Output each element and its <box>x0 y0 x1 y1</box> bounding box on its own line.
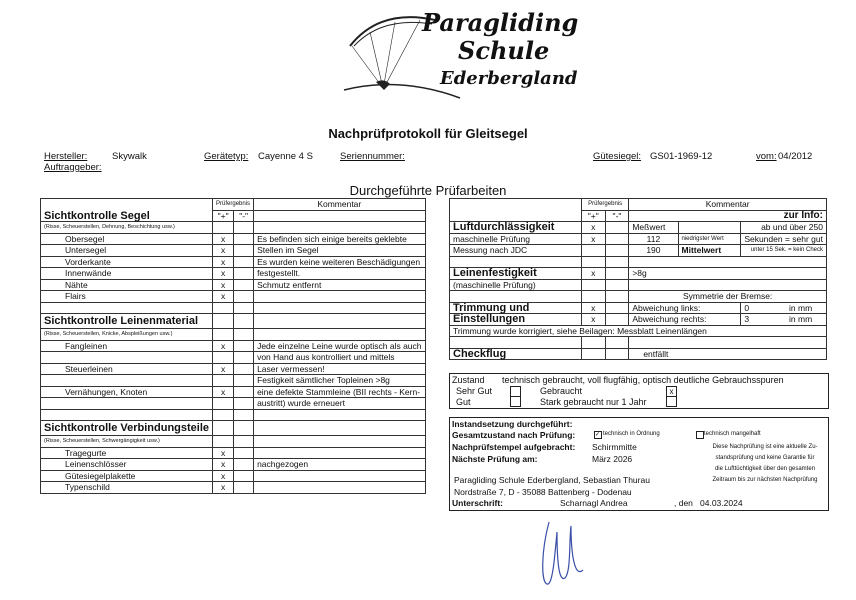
naechste-value: März 2026 <box>592 454 633 464</box>
leinenfestigkeit-sub: (maschinelle Prüfung) <box>450 279 582 291</box>
gebraucht-label: Gebraucht <box>540 386 583 396</box>
table-row <box>41 386 426 398</box>
segel-result: x <box>213 268 234 280</box>
niedrigster-label: niedrigster Wert <box>678 233 741 245</box>
mittelwert-label: Mittelwert <box>678 245 741 257</box>
leinen-comment: Festigkeit sämtlicher Topleinen >8g <box>254 375 425 387</box>
segel-comment <box>254 291 425 303</box>
pruefergebnis-label: Prüfergebnis <box>213 199 254 211</box>
hinweis-line: Diese Nachprüfung ist eine aktuelle Zu- <box>712 444 818 450</box>
table-row <box>41 245 426 257</box>
table-row <box>41 447 426 459</box>
table-row <box>41 233 426 245</box>
verbindung-name: Gütesiegelplakette <box>41 470 213 482</box>
pruefer-name: Scharnagl Andrea <box>560 498 628 508</box>
stempel-label: Nachprüfstempel aufgebracht: <box>452 442 576 452</box>
hinweis-line: Zeitraum bis zur nächsten Nachprüfung <box>712 477 818 483</box>
instandsetzung-box <box>449 417 829 511</box>
table-row <box>41 482 426 494</box>
verbindung-comment <box>254 447 425 459</box>
guetesiegel-value: GS01-1969-12 <box>650 151 713 162</box>
rechts-value: 3 <box>744 314 750 325</box>
instand-title: Instandsetzung durchgeführt: <box>452 419 573 429</box>
geraetetyp-value: Cayenne 4 S <box>258 151 313 162</box>
leinen-result: x <box>213 363 234 375</box>
leinen-comment: austritt) wurde erneuert <box>254 398 425 410</box>
zustand-desc: technisch gebraucht, voll flugfähig, optisch deutliche Gebrauchsspuren <box>502 375 784 385</box>
verbindung-minus <box>234 459 254 471</box>
segel-comment: Es wurden keine weiteren Beschädigungen <box>254 256 425 268</box>
logo-line2: Schule <box>458 36 550 65</box>
segel-comment: Stellen im Segel <box>254 245 425 257</box>
leinen-result: x <box>213 340 234 352</box>
segel-result: x <box>213 256 234 268</box>
table-row <box>41 459 426 471</box>
ab-250: ab und über 250 <box>741 222 827 234</box>
segel-name: Innenwände <box>41 268 213 280</box>
stempel-value: Schirmmitte <box>592 442 637 452</box>
leinen-minus <box>234 375 254 387</box>
datum-value: 04.03.2024 <box>700 498 743 508</box>
links-value: 0 <box>744 302 750 313</box>
leinen-name: Vernähungen, Knoten <box>41 386 213 398</box>
luft-title: Luftdurchlässigkeit <box>450 222 582 234</box>
segel-result: x <box>213 245 234 257</box>
verbindung-result: x <box>213 447 234 459</box>
leinen-result <box>213 398 234 410</box>
verbindung-name: Leinenschlösser <box>41 459 213 471</box>
zustand-box <box>449 373 829 409</box>
leinen-name: Fangleinen <box>41 340 213 352</box>
leinenfestigkeit-value: >8g <box>629 268 827 280</box>
school-logo <box>340 6 579 106</box>
value-190: 190 <box>629 245 678 257</box>
adresse: Nordstraße 7, D - 35088 Battenberg - Dodenau <box>454 487 632 497</box>
trimm-result-2: x <box>581 314 605 326</box>
segel-minus <box>234 268 254 280</box>
inmm-1: in mm <box>789 302 813 313</box>
leinen-name <box>41 375 213 387</box>
verbindung-result: x <box>213 470 234 482</box>
symmetrie-label: Symmetrie der Bremse: <box>629 291 827 303</box>
abw-links-label: Abweichung links: <box>629 302 741 314</box>
trimm-result-1: x <box>581 302 605 314</box>
leinen-minus <box>234 340 254 352</box>
segel-name: Obersegel <box>41 233 213 245</box>
verbindung-result: x <box>213 482 234 494</box>
leinen-comment: von Hand aus kontrolliert und mittels <box>254 352 425 364</box>
hinweis-line: standsprüfung und keine Garantie für <box>715 455 815 461</box>
naechste-label: Nächste Prüfung am: <box>452 454 538 464</box>
checkflug-title: Checkflug <box>450 348 582 360</box>
verbindung-minus <box>234 447 254 459</box>
verbindung-name: Tragegurte <box>41 447 213 459</box>
unterschrift-label: Unterschrift: <box>452 498 504 508</box>
messwert-label: Meßwert <box>629 222 678 234</box>
handwritten-signature <box>535 512 595 597</box>
gut-label: Gut <box>456 397 471 407</box>
table-row <box>41 352 426 364</box>
table-row <box>41 470 426 482</box>
segel-comment: Es befinden sich einige bereits geklebte <box>254 233 425 245</box>
pruefergebnis-label-right: Prüfergebnis <box>581 199 628 211</box>
leinen-name <box>41 352 213 364</box>
zur-info: zur Info: <box>629 210 827 222</box>
logo-line1: Paragliding <box>422 8 579 37</box>
stark-checkbox[interactable] <box>666 396 677 407</box>
segel-title: Sichtkontrolle Segel <box>41 210 213 222</box>
leinen-minus <box>234 386 254 398</box>
gesamt-label: Gesamtzustand nach Prüfung: <box>452 430 576 440</box>
mangel-checkbox[interactable] <box>696 431 704 439</box>
kommentar-label: Kommentar <box>254 199 425 211</box>
sehr-gut-label: Sehr Gut <box>456 386 493 396</box>
minus-header: "-" <box>234 210 254 222</box>
verbindung-result: x <box>213 459 234 471</box>
verbindung-comment <box>254 470 425 482</box>
segel-name: Nähte <box>41 279 213 291</box>
ok-label: technisch in Ordnung <box>603 431 660 437</box>
table-row <box>41 279 426 291</box>
section-title: Durchgeführte Prüfarbeiten <box>349 183 507 198</box>
den-label: , den <box>674 498 693 508</box>
seriennummer-label: Seriennummer: <box>340 151 405 162</box>
mangel-label: technisch mangelhaft <box>704 431 761 437</box>
minus-header-right: "-" <box>605 210 629 222</box>
vom-label: vom: <box>756 151 777 162</box>
hinweis-line: die Lufttüchtigkeit über den gesamten <box>714 466 816 472</box>
segel-sub: (Risse, Scheuerstellen, Dehnung, Beschichtung usw.) <box>41 222 213 234</box>
maschinell-result: x <box>581 233 605 245</box>
verbindung-minus <box>234 482 254 494</box>
firma: Paragliding Schule Ederbergland, Sebastian Thurau <box>454 475 650 485</box>
ok-checkbox[interactable]: ✓ <box>595 432 601 438</box>
leinen-result: x <box>213 386 234 398</box>
table-row <box>41 375 426 387</box>
table-row <box>41 398 426 410</box>
guetesiegel-label: Gütesiegel: <box>593 151 642 162</box>
hinweis <box>704 442 826 486</box>
leinen-sub: (Risse, Scheuerstellen, Knicke, Abspleißungen usw.) <box>41 329 213 341</box>
leinen-comment: Jede einzelne Leine wurde optisch als auch <box>254 340 425 352</box>
verbindung-title: Sichtkontrolle Verbindungsteile <box>41 421 213 436</box>
stark-label: Stark gebraucht nur 1 Jahr <box>540 397 647 407</box>
segel-minus <box>234 233 254 245</box>
document-title: Nachprüfprotokoll für Gleitsegel <box>328 126 528 141</box>
segel-result: x <box>213 291 234 303</box>
leinen-minus <box>234 398 254 410</box>
verbindung-name: Typenschild <box>41 482 213 494</box>
leinen-title: Sichtkontrolle Leinenmaterial <box>41 314 213 329</box>
table-row <box>41 291 426 303</box>
value-112: 112 <box>629 233 678 245</box>
right-checks-table <box>449 198 827 360</box>
segel-comment: Schmutz entfernt <box>254 279 425 291</box>
kommentar-label-right: Kommentar <box>629 199 827 211</box>
gebraucht-checkbox[interactable]: x <box>666 386 677 397</box>
verbindung-minus <box>234 470 254 482</box>
geraetetyp-label: Gerätetyp: <box>204 151 249 162</box>
leinen-comment: Laser vermessen! <box>254 363 425 375</box>
trimmung-title: Trimmung und <box>450 302 582 314</box>
segel-comment: festgestellt. <box>254 268 425 280</box>
segel-minus <box>234 291 254 303</box>
leinen-comment: eine defekte Stammleine (BII rechts - Kern- <box>254 386 425 398</box>
einstellungen-title: Einstellungen <box>450 314 582 326</box>
leinen-minus <box>234 363 254 375</box>
segel-name: Vorderkante <box>41 256 213 268</box>
verbindung-comment <box>254 482 425 494</box>
verbindung-sub: (Risse, Scheuerstellen, Schwergängigkeit usw.) <box>41 436 213 448</box>
segel-result: x <box>213 279 234 291</box>
logo-line3: Ederbergland <box>440 68 578 89</box>
luft-result: x <box>581 222 605 234</box>
hersteller-label: Hersteller: <box>44 151 88 162</box>
leinen-result <box>213 375 234 387</box>
segel-minus <box>234 245 254 257</box>
hersteller-value: Skywalk <box>112 151 147 162</box>
segel-result: x <box>213 233 234 245</box>
trimm-note: Trimmung wurde korrigiert, siehe Beilagen: Messblatt Leinenlängen <box>450 325 827 337</box>
abw-rechts-label: Abweichung rechts: <box>629 314 741 326</box>
checkflug-value: entfällt <box>629 348 827 360</box>
plus-header-right: "+" <box>581 210 605 222</box>
segel-minus <box>234 279 254 291</box>
gut-checkbox[interactable] <box>510 396 521 407</box>
zustand-label: Zustand <box>452 375 485 385</box>
leinen-minus <box>234 352 254 364</box>
sekunden-note: Sekunden = sehr gut <box>741 233 827 245</box>
leinen-name <box>41 398 213 410</box>
jdc-label: Messung nach JDC <box>450 245 582 257</box>
unter-15-note: unter 15 Sek. = kein Check <box>741 245 827 257</box>
verbindung-comment: nachgezogen <box>254 459 425 471</box>
maschinell-label: maschinelle Prüfung <box>450 233 582 245</box>
segel-minus <box>234 256 254 268</box>
leinen-name: Steuerleinen <box>41 363 213 375</box>
table-row <box>41 268 426 280</box>
table-row <box>41 363 426 375</box>
segel-name: Untersegel <box>41 245 213 257</box>
inmm-2: in mm <box>789 314 813 325</box>
auftraggeber-label: Auftraggeber: <box>44 162 102 173</box>
leinenfestigkeit-result: x <box>581 268 605 280</box>
leinen-result <box>213 352 234 364</box>
plus-header: "+" <box>213 210 234 222</box>
leinenfestigkeit-title: Leinenfestigkeit <box>450 268 582 280</box>
left-checks-table <box>40 198 426 494</box>
vom-value: 04/2012 <box>778 151 813 162</box>
table-row <box>41 340 426 352</box>
segel-name: Flairs <box>41 291 213 303</box>
table-row <box>41 256 426 268</box>
